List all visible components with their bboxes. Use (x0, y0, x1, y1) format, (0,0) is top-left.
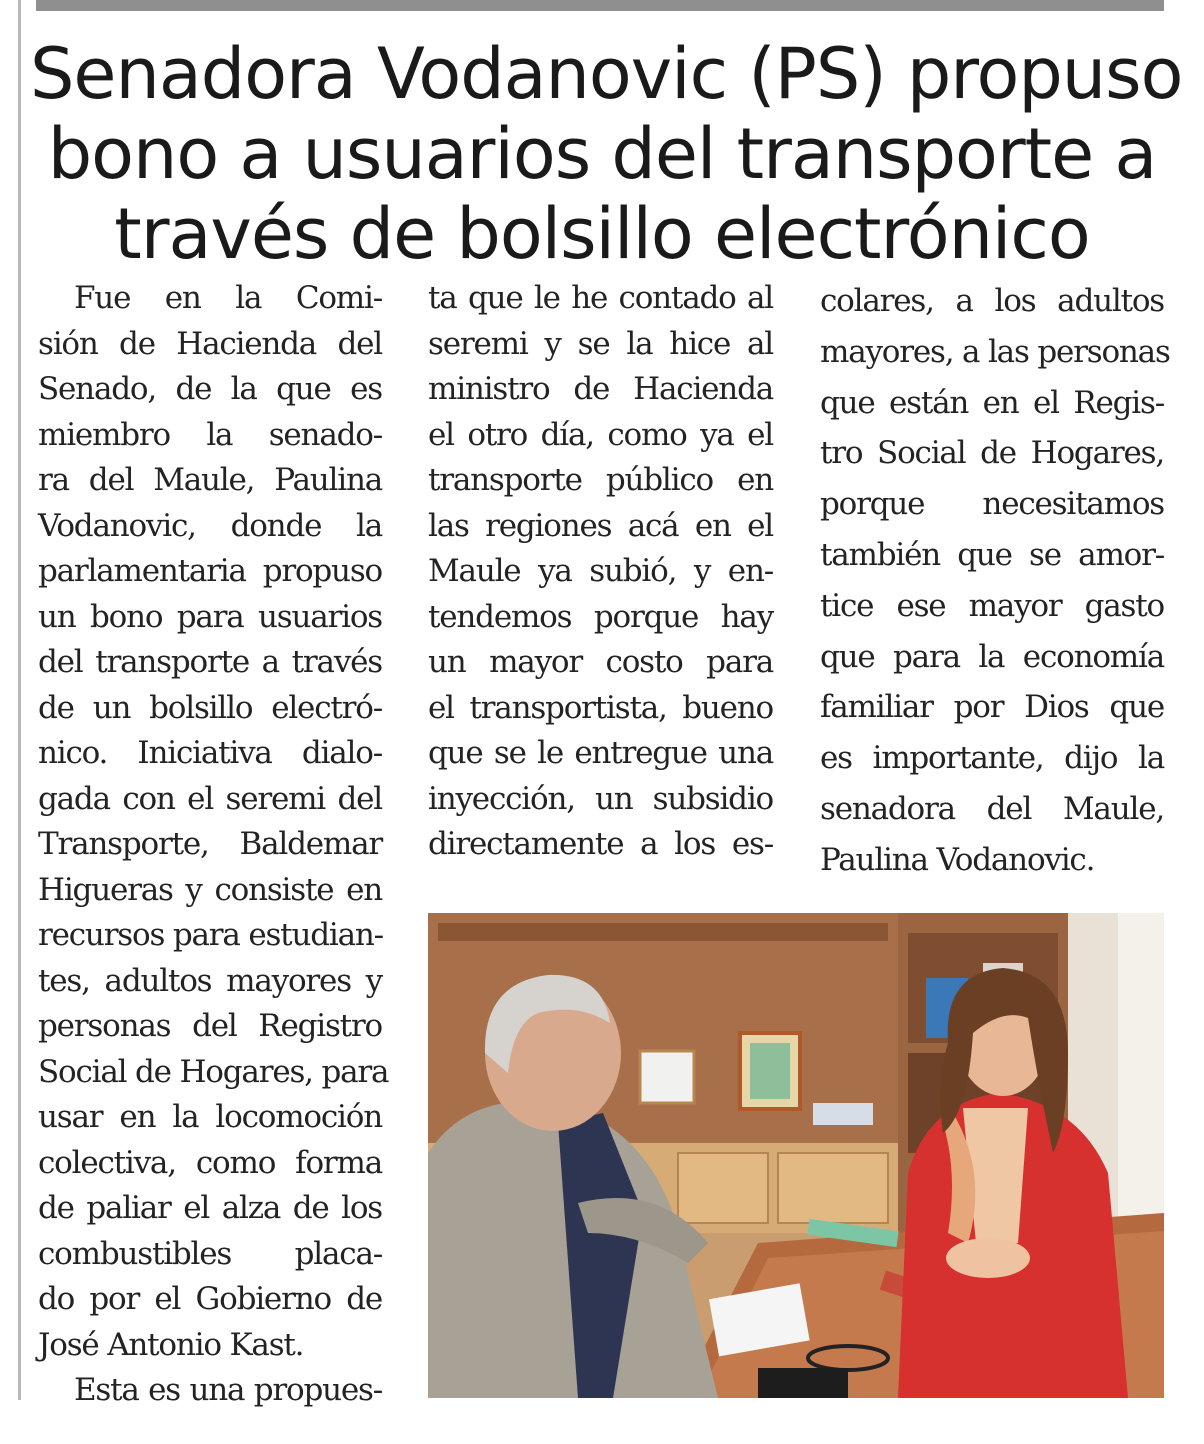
body-line: ta que le he contado al (428, 280, 773, 316)
body-line: personas del Registro (38, 1008, 382, 1044)
body-line: sión de Hacienda del (38, 325, 382, 362)
body-line: el transportista, bueno (428, 689, 773, 726)
body-line: Transporte, Baldemar (38, 826, 382, 862)
body-line: que para la economía (820, 638, 1164, 675)
body-line: inyección, un subsidio (428, 780, 773, 817)
body-line: transporte público en (428, 462, 773, 498)
body-line: José Antonio Kast. (38, 1326, 304, 1363)
body-line: también que se amor- (820, 536, 1164, 573)
body-line: tice ese mayor gasto (820, 587, 1164, 624)
body-line: las regiones acá en el (428, 507, 773, 544)
body-line: gada con el seremi del (38, 780, 382, 817)
body-line: colectiva, como forma (38, 1144, 382, 1181)
body-line: senadora del Maule, (820, 790, 1164, 827)
body-line: ministro de Hacienda (428, 371, 773, 407)
body-line: Higueras y consiste en (38, 871, 382, 908)
body-line: del transporte a través (38, 644, 382, 680)
body-line: do por el Gobierno de (38, 1281, 382, 1317)
body-line: que están en el Regis- (820, 384, 1164, 421)
headline-line: bono a usuarios del transporte a (47, 113, 1157, 195)
body-line: tes, adultos mayores y (38, 962, 382, 999)
article-photo (428, 913, 1164, 1398)
body-line: Social de Hogares, para (38, 1053, 389, 1090)
body-line: es importante, dijo la (820, 740, 1164, 777)
article-column-1 (38, 276, 389, 1414)
headline (30, 33, 1183, 275)
body-line: Fue en la Comi- (74, 280, 382, 316)
body-line: miembro la senado- (38, 416, 382, 453)
body-line: Senado, de la que es (38, 371, 382, 407)
article-column-3 (820, 276, 1170, 886)
meeting-photo-illustration (428, 913, 1164, 1398)
body-line: directamente a los es- (428, 826, 773, 862)
body-line: usar en la locomoción (38, 1099, 382, 1135)
top-rule (36, 0, 1164, 11)
body-line: que se le entregue una (428, 735, 773, 771)
headline-line: Senadora Vodanovic (PS) propuso (30, 33, 1183, 115)
headline-line: través de bolsillo electrónico (114, 193, 1090, 275)
body-line: recursos para estudian- (38, 917, 383, 953)
body-line: tro Social de Hogares, (820, 435, 1164, 472)
body-line: mayores, a las personas (820, 333, 1170, 370)
left-column-rule (18, 0, 21, 1400)
article-column-2 (428, 276, 773, 868)
body-line: el otro día, como ya el (428, 416, 773, 453)
body-line: colares, a los adultos (820, 283, 1164, 319)
body-line: seremi y se la hice al (428, 325, 773, 362)
body-line: ra del Maule, Paulina (38, 462, 382, 498)
body-line: combustibles placa- (38, 1235, 382, 1272)
body-line: Maule ya subió, y en- (428, 553, 773, 589)
body-line: Esta es una propues- (74, 1372, 382, 1408)
body-line: de un bolsillo electró- (38, 689, 382, 726)
body-line: familiar por Dios que (820, 689, 1164, 726)
body-line: porque necesitamos (820, 486, 1164, 523)
body-line: tendemos porque hay (428, 598, 773, 635)
body-line: un mayor costo para (428, 644, 773, 680)
body-line: de paliar el alza de los (38, 1190, 382, 1226)
body-line: Vodanovic, donde la (38, 507, 382, 544)
body-line: Paulina Vodanovic. (820, 841, 1095, 878)
body-line: parlamentaria propuso (38, 553, 382, 589)
body-line: un bono para usuarios (38, 598, 382, 635)
body-line: nico. Iniciativa dialo- (38, 735, 382, 771)
